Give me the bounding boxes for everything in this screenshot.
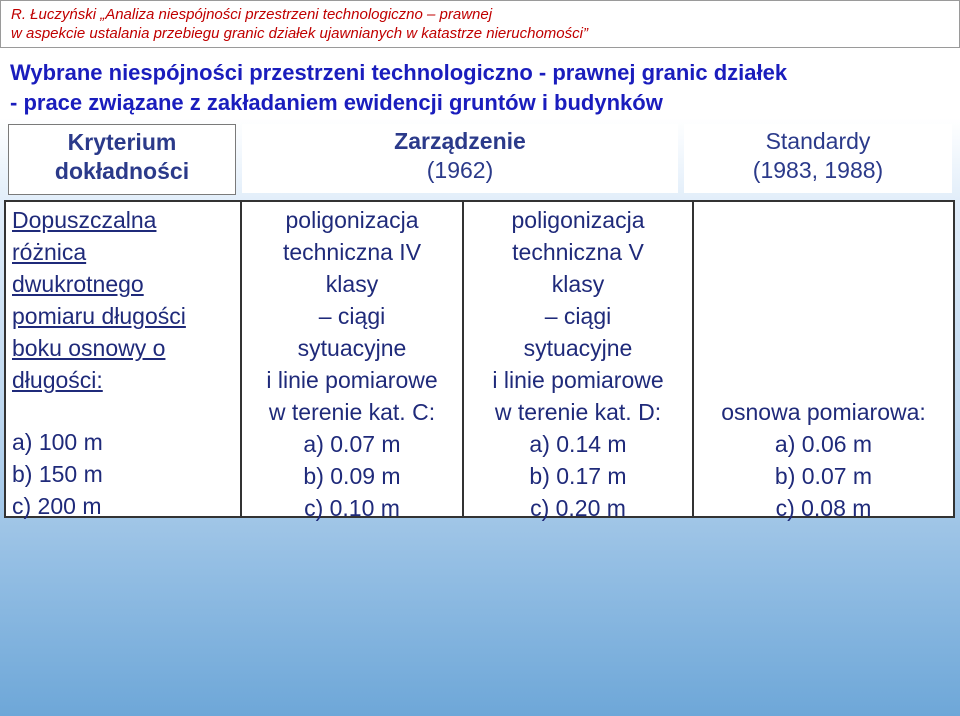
regulation-iv-line: – ciągi <box>318 303 386 329</box>
regulation-iv-line: sytuacyjne <box>297 335 407 361</box>
column-header-standards-line-2: (1983, 1988) <box>752 157 884 183</box>
regulation-iv-line: klasy <box>325 271 379 297</box>
criterion-line: Dopuszczalna <box>12 207 157 233</box>
regulation-v-line: – ciągi <box>544 303 612 329</box>
regulation-v-cell <box>464 202 694 521</box>
standards-item: c) 0.08 m <box>775 495 872 521</box>
column-header-regulation-line-2: (1962) <box>426 157 494 183</box>
regulation-v-line: klasy <box>551 271 605 297</box>
criterion-item: b) 150 m <box>12 461 103 487</box>
standards-item: b) 0.07 m <box>774 463 873 489</box>
regulation-v-line: poligonizacja <box>511 207 645 233</box>
column-header-criterion-line-1: Kryterium <box>67 129 177 155</box>
regulation-iv-line: i linie pomiarowe <box>266 367 438 393</box>
regulation-iv-item: c) 0.10 m <box>304 495 400 521</box>
criterion-line: dwukrotnego <box>12 271 144 297</box>
regulation-v-line: w terenie kat. D: <box>494 399 662 425</box>
criterion-line: różnica <box>12 239 87 265</box>
column-header-regulation <box>242 124 678 193</box>
accuracy-table <box>4 200 955 521</box>
standards-cell <box>694 202 953 521</box>
criterion-line: długości: <box>12 367 103 393</box>
regulation-iv-item: b) 0.09 m <box>303 463 401 489</box>
column-header-regulation-line-1: Zarządzenie <box>394 128 526 154</box>
criterion-item: a) 100 m <box>12 429 103 455</box>
criterion-cell <box>6 202 242 519</box>
criterion-line: pomiaru długości <box>12 303 186 329</box>
spacer <box>12 396 240 426</box>
column-header-criterion <box>8 124 236 195</box>
header-line-2: w aspekcie ustalania przebiegu granic działek ujawnianych w katastrze nieruchomości” <box>11 25 588 42</box>
column-header-criterion-line-2: dokładności <box>54 158 190 184</box>
regulation-v-item: b) 0.17 m <box>529 463 627 489</box>
standards-item: a) 0.06 m <box>774 431 873 457</box>
header-line-1: R. Łuczyński „Analiza niespójności przestrzeni technologiczno – prawnej <box>11 6 493 23</box>
column-header-standards-line-1: Standardy <box>765 128 871 154</box>
column-header-standards <box>684 124 952 193</box>
regulation-v-item: a) 0.14 m <box>529 431 627 457</box>
slide-title-line-1: Wybrane niespójności przestrzeni technologiczno - prawnej granic działek <box>10 60 788 85</box>
standards-line: osnowa pomiarowa: <box>721 399 926 425</box>
presentation-header <box>0 0 960 48</box>
regulation-iv-item: a) 0.07 m <box>303 431 401 457</box>
regulation-iv-line: poligonizacja <box>285 207 419 233</box>
regulation-v-item: c) 0.20 m <box>530 495 626 521</box>
regulation-iv-line: w terenie kat. C: <box>268 399 436 425</box>
regulation-v-line: techniczna V <box>512 239 644 265</box>
regulation-v-line: sytuacyjne <box>523 335 633 361</box>
criterion-line: boku osnowy o <box>12 335 166 361</box>
regulation-iv-line: techniczna IV <box>282 239 422 265</box>
slide-title <box>10 58 950 118</box>
criterion-item: c) 200 m <box>12 493 102 519</box>
slide-title-line-2: - prace związane z zakładaniem ewidencji gruntów i budynków <box>10 90 663 115</box>
regulation-iv-cell <box>242 202 464 521</box>
regulation-v-line: i linie pomiarowe <box>492 367 664 393</box>
